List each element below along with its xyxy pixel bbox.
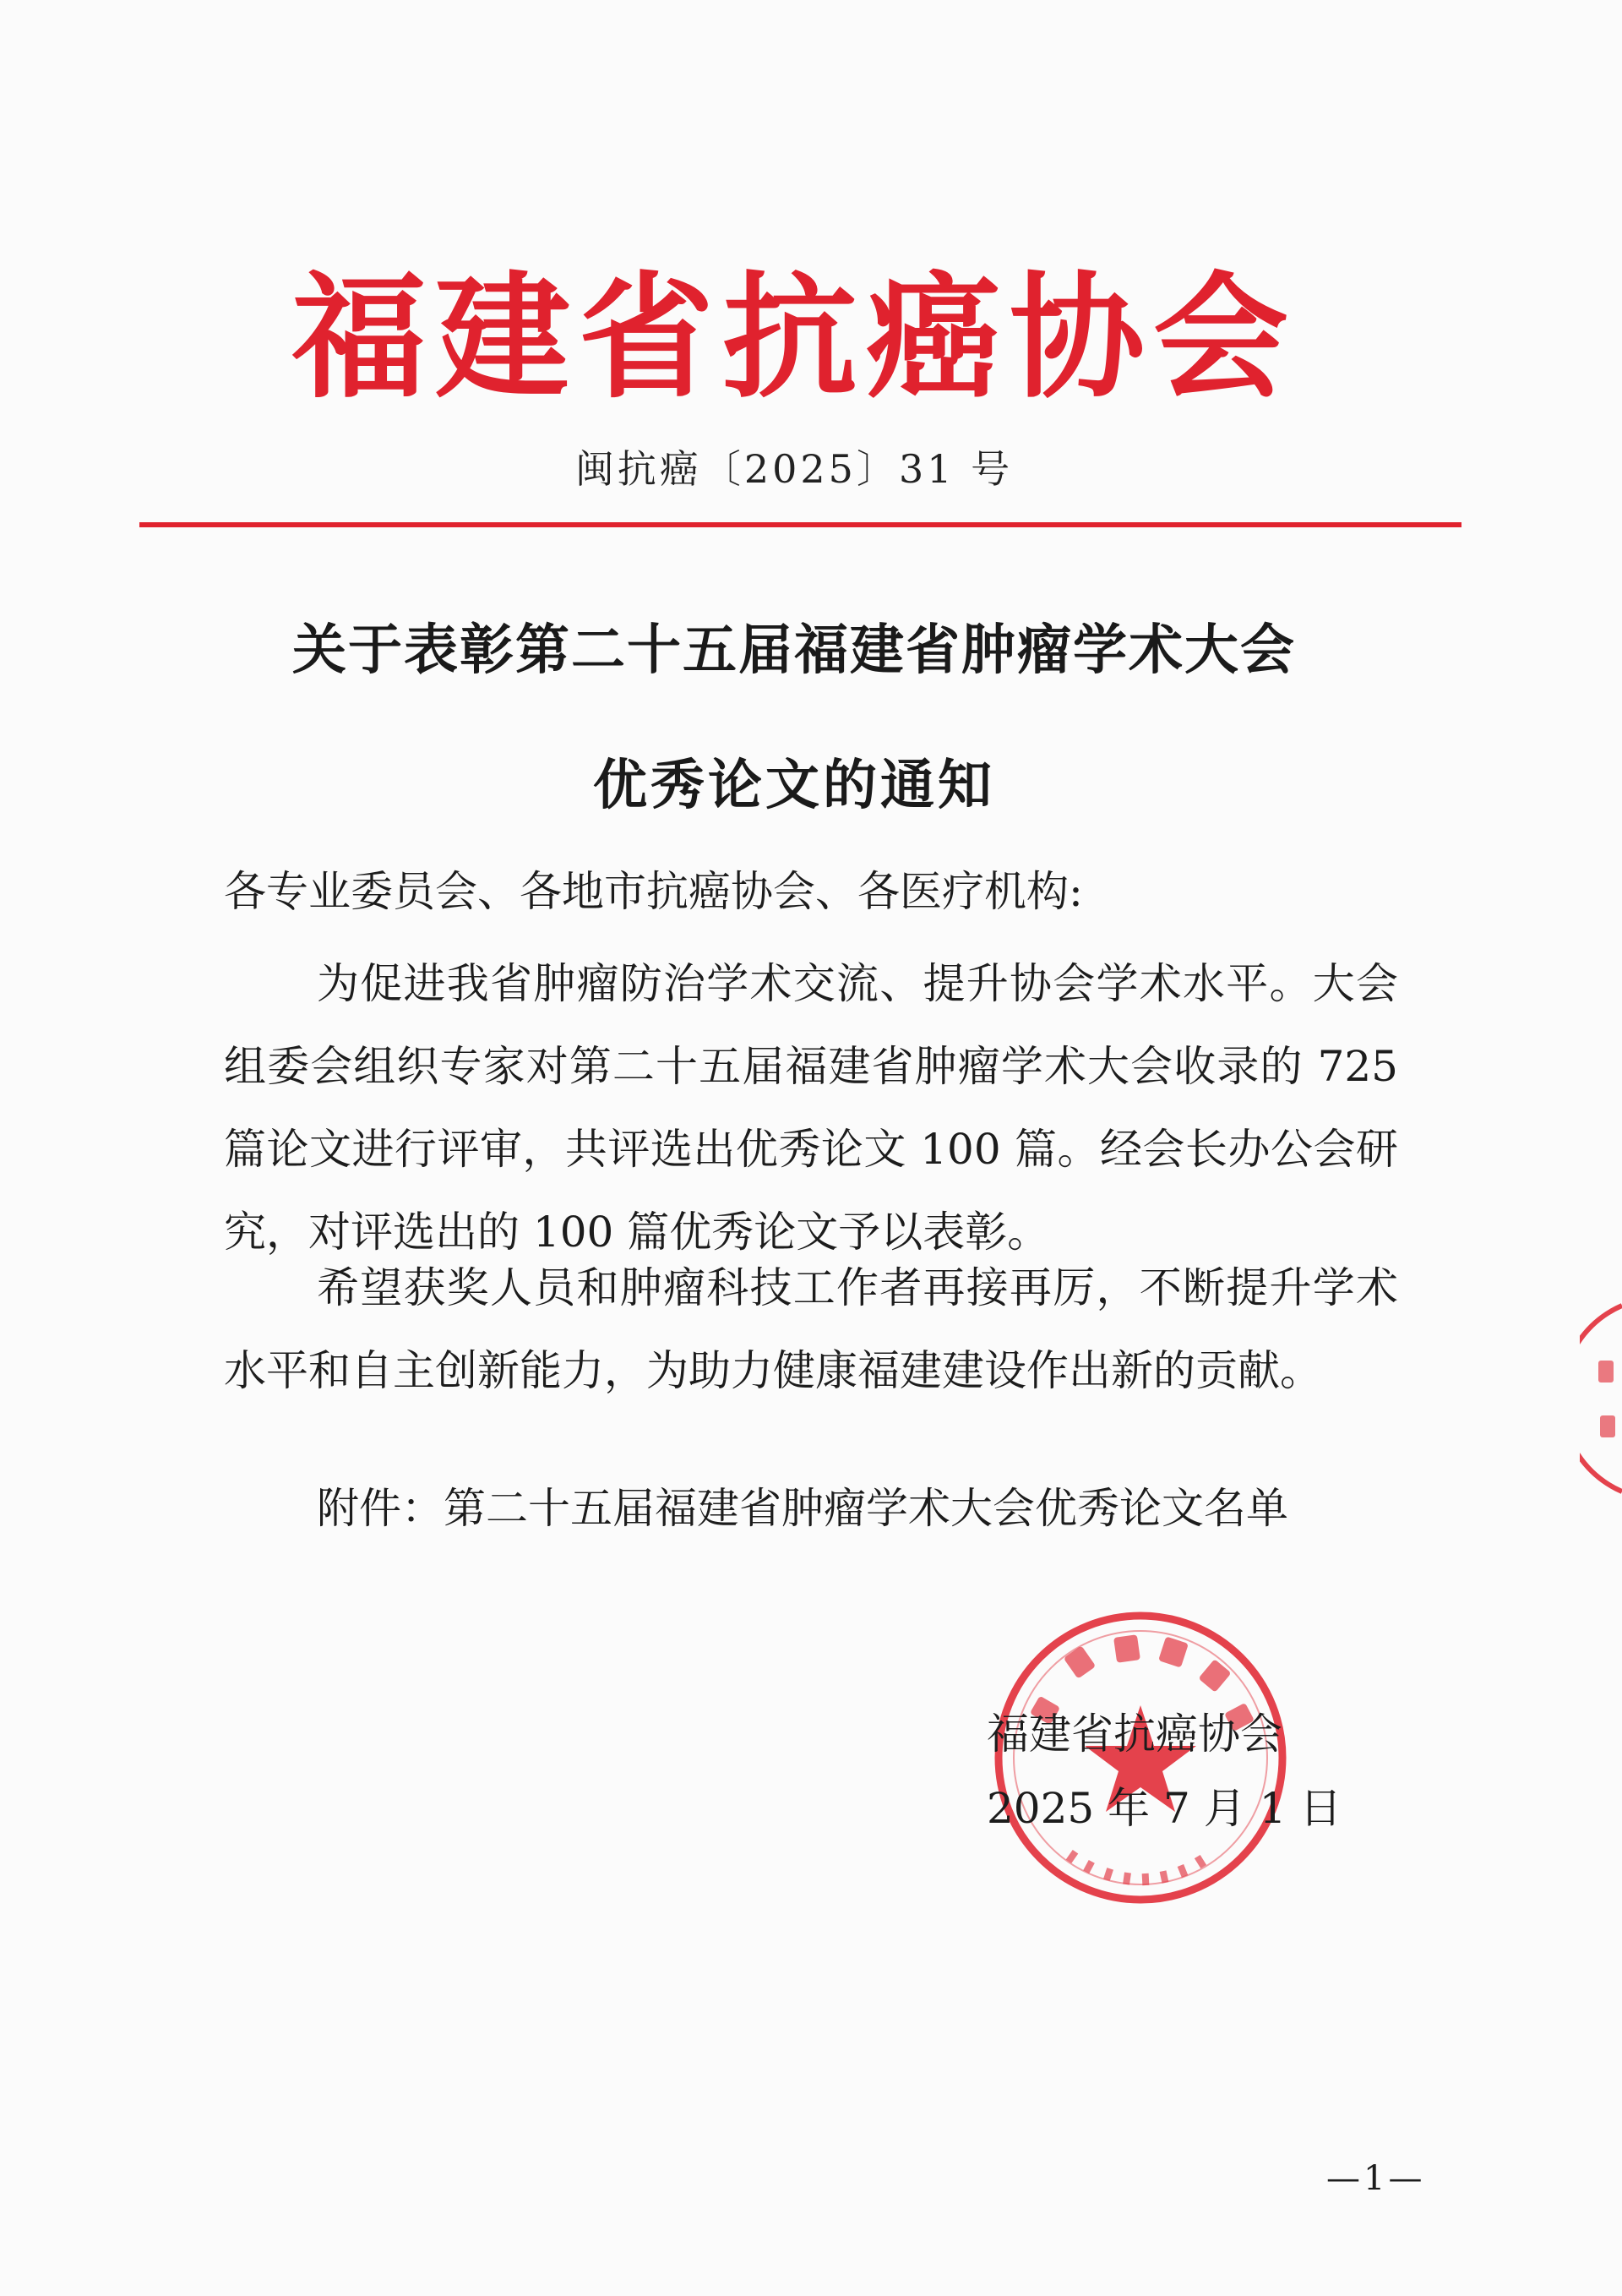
document-number: 闽抗癌〔2025〕31 号: [574, 446, 1014, 492]
salutation: 各专业委员会、各地市抗癌协会、各医疗机构:: [224, 867, 1083, 916]
partial-edge-seal-icon: [1580, 1301, 1622, 1496]
notice-title-line-1: 关于表彰第二十五届福建省肿瘤学术大会: [292, 619, 1296, 682]
signature-organization: 福建省抗癌协会: [987, 1710, 1282, 1759]
page-number: —1—: [1326, 2159, 1426, 2198]
red-divider-rule: [139, 522, 1461, 527]
notice-title-line-2: 优秀论文的通知: [593, 755, 995, 817]
signature-date: 2025 年 7 月 1 日: [987, 1784, 1342, 1833]
body-paragraph-1: 为促进我省肿瘤防治学术交流、提升协会学术水平。大会组委会组织专家对第二十五届福建省肿瘤学术大会收录的 725 篇论文进行评审，共评选出优秀论文 100 篇。经会长办公会研究，对评选出的 100 篇优秀论文予以表彰。: [224, 959, 1398, 1257]
org-header-title: 福建省抗癌协会: [291, 259, 1297, 417]
body-paragraph-2: 希望获奖人员和肿瘤科技工作者再接再厉，不断提升学术水平和自主创新能力，为助力健康福建建设作出新的贡献。: [224, 1263, 1398, 1395]
attachment-line: 附件：第二十五届福建省肿瘤学术大会优秀论文名单: [317, 1484, 1288, 1533]
